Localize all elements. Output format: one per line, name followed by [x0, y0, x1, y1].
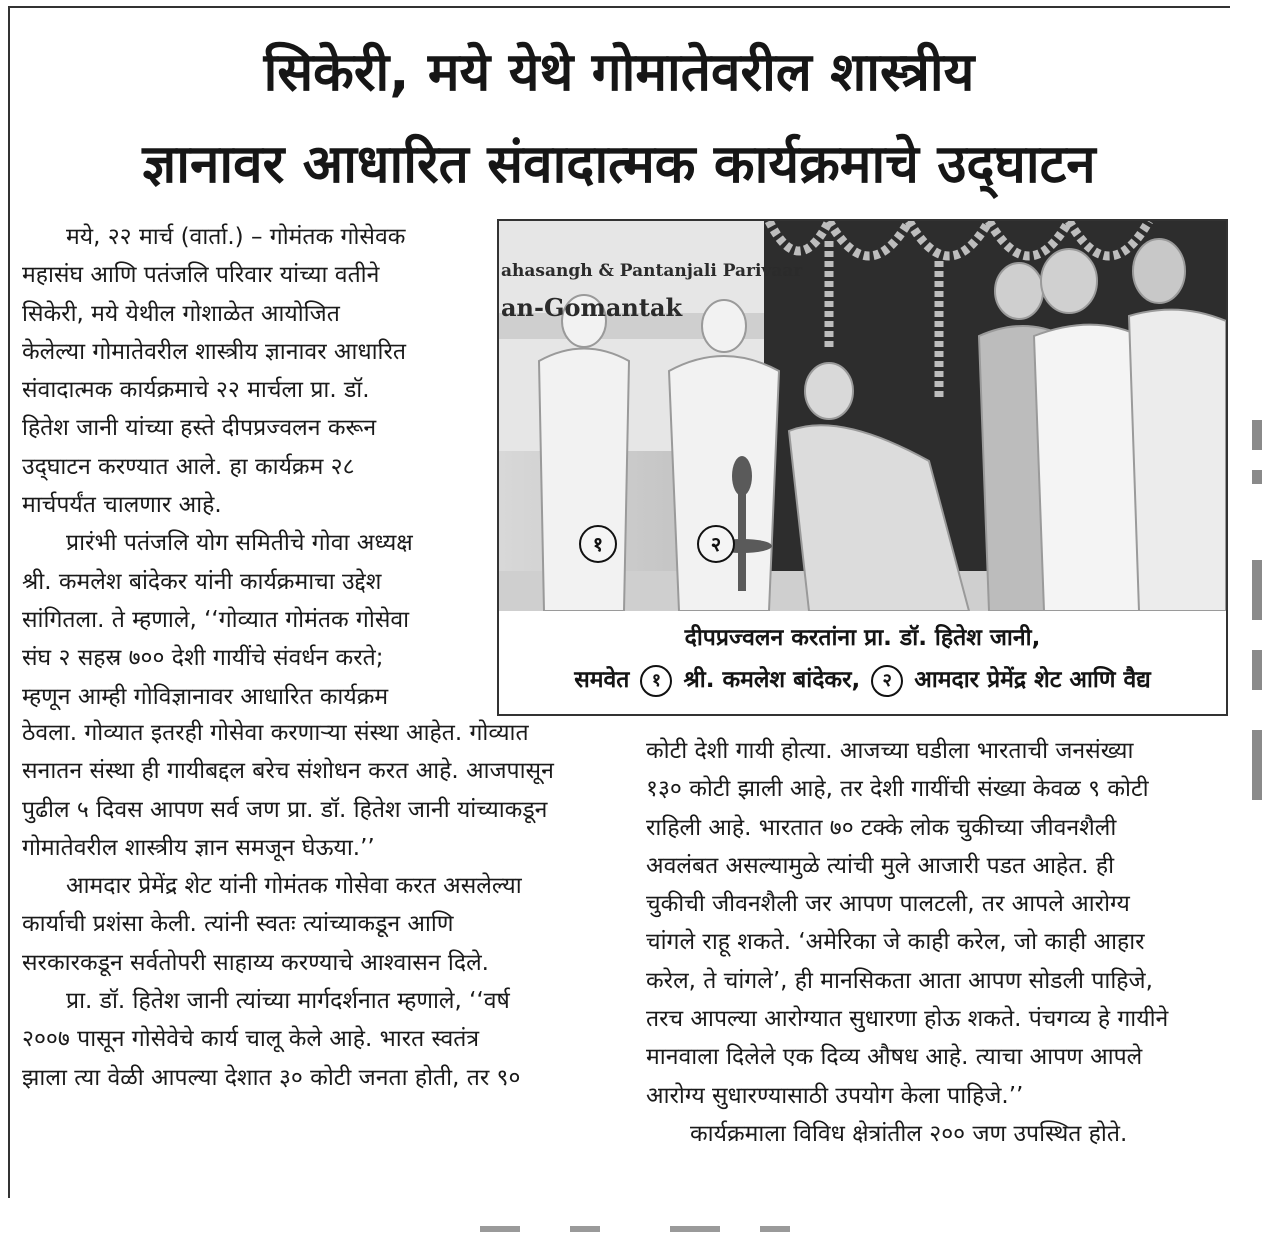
- article-line: संघ २ सहस्र ७०० देशी गायींचे संवर्धन करते;: [22, 645, 384, 672]
- banner-text-1: ahasangh & Pantanjali Parivaar: [501, 261, 803, 281]
- caption-prefix: समवेत: [574, 667, 630, 693]
- article-column-b: [22, 714, 607, 1097]
- article-line: आरोग्य सुधारण्यासाठी उपयोग केला पाहिजे.’’: [646, 1082, 1024, 1109]
- edge-bleed-marks: [1244, 410, 1274, 830]
- page-border-top: [8, 6, 1230, 8]
- page-border-left: [8, 6, 10, 1198]
- event-photo: [499, 221, 1226, 611]
- article-line: प्रा. डॉ. हितेश जानी त्यांच्या मार्गदर्शनात म्हणाले, ‘‘वर्ष: [66, 988, 510, 1015]
- photo-with-caption: [497, 219, 1228, 716]
- photo-marker-2: २: [697, 525, 735, 563]
- article-line: सनातन संस्था ही गायीबद्दल बरेच संशोधन करत आहे. आजपासून: [22, 758, 554, 785]
- bottom-bleed-marks: [460, 1218, 860, 1234]
- headline-line-1: सिकेरी, मये येथे गोमातेवरील शास्त्रीय: [263, 42, 975, 103]
- caption-marker-2: २: [871, 665, 903, 697]
- article-line: कार्याची प्रशंसा केली. त्यांनी स्वतः त्यांच्याकडून आणि: [22, 911, 454, 938]
- article-line: कोटी देशी गायी होत्या. आजच्या घडीला भारताची जनसंख्या: [646, 738, 1134, 764]
- article-line: सांगितला. ते म्हणाले, ‘‘गोव्यात गोमंतक गोसेवा: [22, 606, 410, 633]
- article-line: मानवाला दिलेले एक दिव्य औषध आहे. त्याचा आपण आपले: [646, 1044, 1143, 1071]
- article-line: श्री. कमलेश बांदेकर यांनी कार्यक्रमाचा उद्देश: [22, 568, 382, 595]
- photo-caption: [499, 617, 1226, 701]
- article-line: सरकारकडून सर्वतोपरी साहाय्य करण्याचे आश्वासन दिले.: [22, 949, 489, 976]
- article-line: चांगले राहू शकते. ‘अमेरिका जे काही करेल, जो काही आहार: [646, 929, 1145, 956]
- article-line: अवलंबत असल्यामुळे त्यांची मुले आजारी पडत आहेत. ही: [646, 852, 1115, 879]
- article-line: महासंघ आणि पतंजलि परिवार यांच्या वतीने: [22, 262, 380, 289]
- article-line: १३० कोटी झाली आहे, तर देशी गायींची संख्या केवळ ९ कोटी: [646, 776, 1149, 803]
- article-line: मये, २२ मार्च (वार्ता.) – गोमंतक गोसेवक: [66, 224, 406, 250]
- caption-person-1: श्री. कमलेश बांदेकर,: [683, 667, 861, 693]
- banner-text-2: an-Gomantak: [501, 293, 683, 322]
- article-line: प्रारंभी पतंजलि योग समितीचे गोवा अध्यक्ष: [66, 530, 413, 557]
- article-line: झाला त्या वेळी आपल्या देशात ३० कोटी जनता होती, तर ९०: [22, 1064, 521, 1091]
- headline-line-2: ज्ञानावर आधारित संवादात्मक कार्यक्रमाचे उद्‌घाटन: [142, 134, 1096, 195]
- article-line: गोमातेवरील शास्त्रीय ज्ञान समजून घेऊया.’’: [22, 834, 375, 861]
- article-line: उद्‌घाटन करण्यात आले. हा कार्यक्रम २८: [22, 453, 355, 480]
- article-line: सिकेरी, मये येथील गोशाळेत आयोजित: [22, 300, 340, 327]
- article-line: कार्यक्रमाला विविध क्षेत्रांतील २०० जण उपस्थित होते.: [690, 1120, 1128, 1147]
- article-line: केलेल्या गोमातेवरील शास्त्रीय ज्ञानावर आधारित: [22, 338, 407, 365]
- caption-line-1: दीपप्रज्वलन करतांना प्रा. डॉ. हितेश जानी,: [684, 625, 1041, 651]
- article-line: राहिली आहे. भारतात ७० टक्के लोक चुकीच्या जीवनशैली: [646, 814, 1117, 841]
- photo-marker-1: १: [579, 525, 617, 563]
- article-line: करेल, ते चांगले’, ही मानसिकता आता आपण सोडली पाहिजे,: [646, 967, 1153, 994]
- article-line: आमदार प्रेमेंद्र शेट यांनी गोमंतक गोसेवा करत असलेल्या: [66, 873, 522, 900]
- article-line: तरच आपल्या आरोग्यात सुधारणा होऊ शकते. पंचगव्य हे गायीने: [646, 1006, 1169, 1033]
- article-line: म्हणून आम्ही गोविज्ञानावर आधारित कार्यक्रम: [22, 683, 389, 710]
- article-line: मार्चपर्यंत चालणार आहे.: [22, 492, 222, 519]
- article-line: पुढील ५ दिवस आपण सर्व जण प्रा. डॉ. हितेश जानी यांच्याकडून: [22, 796, 548, 823]
- article-line: चुकीची जीवनशैली जर आपण पालटली, तर आपले आरोग्य: [646, 891, 1130, 918]
- article-line: संवादात्मक कार्यक्रमाचे २२ मार्चला प्रा. डॉ.: [22, 377, 370, 404]
- caption-marker-1: १: [640, 665, 672, 697]
- article-line: हितेश जानी यांच्या हस्ते दीपप्रज्वलन करून: [22, 415, 377, 442]
- article-line: २००७ पासून गोसेवेचे कार्य चालू केले आहे. भारत स्वतंत्र: [22, 1026, 480, 1053]
- article-column-a: [22, 218, 482, 716]
- caption-line-2: [499, 659, 1226, 701]
- article-column-c: [646, 732, 1231, 1153]
- caption-person-2: आमदार प्रेमेंद्र शेट आणि वैद्य: [914, 667, 1151, 693]
- article-line: ठेवला. गोव्यात इतरही गोसेवा करणाऱ्या संस्था आहेत. गोव्यात: [22, 720, 529, 746]
